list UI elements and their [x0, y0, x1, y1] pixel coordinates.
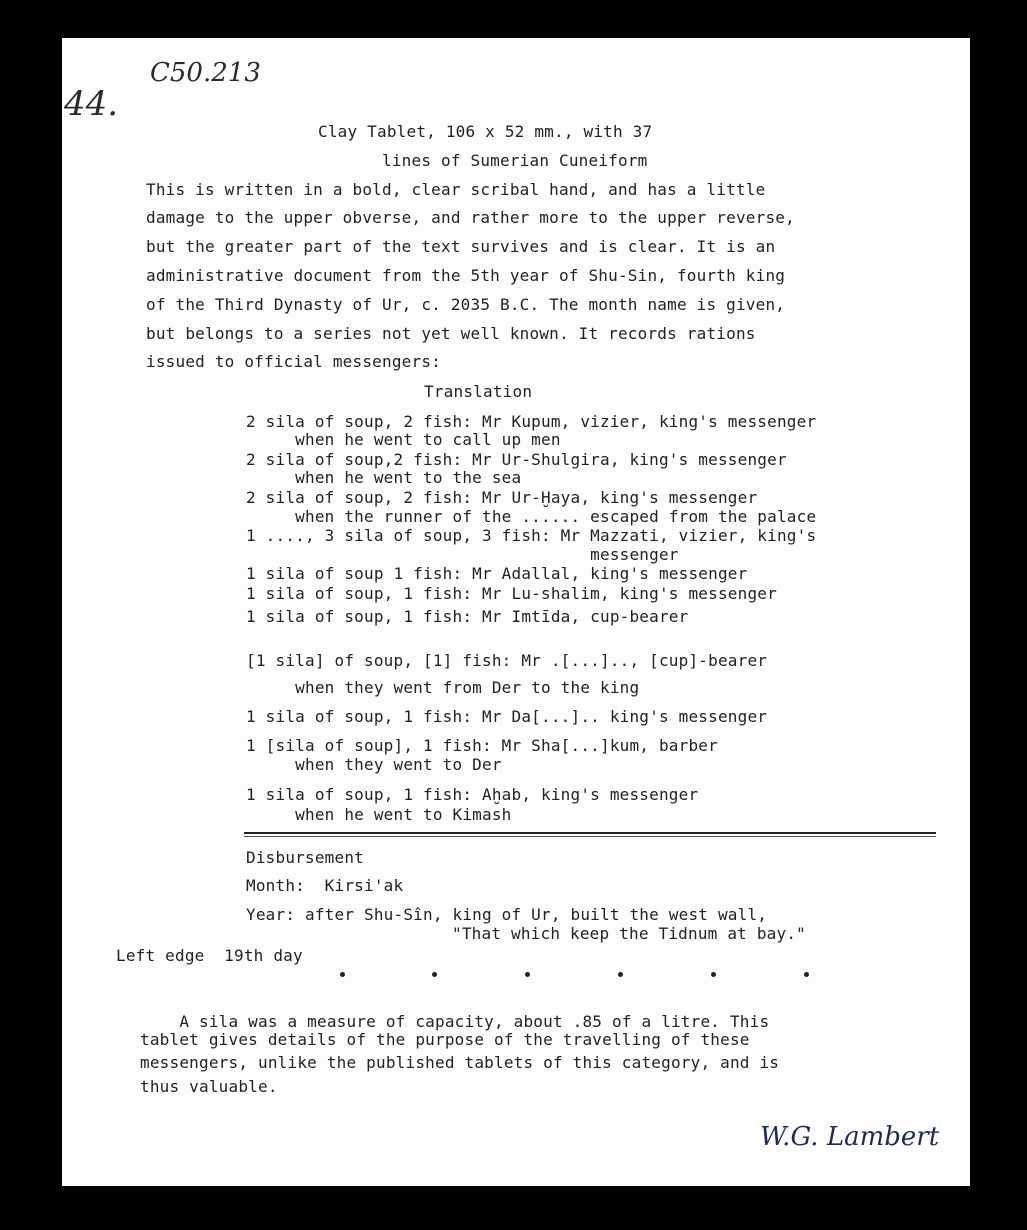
translation-line: 1 sila of soup, 1 fish: Aḫab, king's messenger	[246, 785, 699, 804]
catalog-number-annotation: C50.213	[150, 58, 261, 88]
intro-line: but the greater part of the text survives and is clear. It is an	[146, 237, 776, 256]
translation-line: when they went from Der to the king	[246, 678, 640, 697]
left-edge-line: Left edge 19th day	[116, 946, 303, 965]
translation-line: 2 sila of soup, 2 fish: Mr Ur-Ḫaya, king's messenger	[246, 488, 758, 507]
month-line: Month: Kirsi'ak	[246, 876, 404, 895]
signature: W.G. Lambert	[760, 1122, 940, 1152]
title-line-1: Clay Tablet, 106 x 52 mm., with 37	[318, 122, 653, 141]
translation-line: 1 [sila of soup], 1 fish: Mr Sha[...]kum, barber	[246, 736, 718, 755]
translation-heading: Translation	[424, 382, 533, 401]
separator-dot	[340, 972, 345, 977]
translation-line: 1 sila of soup, 1 fish: Mr Lu-shalim, king's messenger	[246, 584, 777, 603]
note-line: messengers, unlike the published tablets of this category, and is	[140, 1053, 780, 1072]
intro-line: damage to the upper obverse, and rather more to the upper reverse,	[146, 208, 795, 227]
translation-line: 2 sila of soup, 2 fish: Mr Kupum, vizier, king's messenger	[246, 412, 817, 431]
item-number-annotation: 44.	[64, 84, 119, 124]
divider-rule	[244, 832, 936, 834]
intro-line: of the Third Dynasty of Ur, c. 2035 B.C. The month name is given,	[146, 295, 786, 314]
separator-dot	[711, 972, 716, 977]
translation-line: 1 sila of soup, 1 fish: Mr Da[...].. king's messenger	[246, 707, 768, 726]
translation-line: when he went to Kimash	[246, 805, 512, 824]
translation-line: when the runner of the ...... escaped from the palace	[246, 507, 817, 526]
note-line: A sila was a measure of capacity, about .85 of a litre. This	[140, 1012, 770, 1031]
translation-line: messenger	[246, 545, 679, 564]
intro-line: issued to official messengers:	[146, 352, 441, 371]
translation-line: when he went to the sea	[246, 468, 522, 487]
translation-line: 2 sila of soup,2 fish: Mr Ur-Shulgira, king's messenger	[246, 450, 787, 469]
disbursement-label: Disbursement	[246, 848, 364, 867]
translation-line: when they went to Der	[246, 755, 502, 774]
translation-line: when he went to call up men	[246, 430, 561, 449]
translation-line: 1 sila of soup, 1 fish: Mr Imtīda, cup-bearer	[246, 607, 689, 626]
translation-line: [1 sila] of soup, [1] fish: Mr .[...].., [cup]-bearer	[246, 651, 768, 670]
separator-dot	[618, 972, 623, 977]
year-line-2: "That which keep the Tidnum at bay."	[452, 924, 806, 943]
separator-dot	[432, 972, 437, 977]
intro-line: This is written in a bold, clear scribal hand, and has a little	[146, 180, 766, 199]
title-line-2: lines of Sumerian Cuneiform	[382, 151, 648, 170]
translation-line: 1 ...., 3 sila of soup, 3 fish: Mr Mazzati, vizier, king's	[246, 526, 817, 545]
intro-line: administrative document from the 5th year of Shu-Sin, fourth king	[146, 266, 786, 285]
separator-dot	[525, 972, 530, 977]
separator-dot	[804, 972, 809, 977]
note-line: thus valuable.	[140, 1077, 278, 1096]
divider-rule-shadow	[244, 836, 936, 837]
note-line: tablet gives details of the purpose of the travelling of these	[140, 1030, 750, 1049]
year-line-1: Year: after Shu-Sîn, king of Ur, built the west wall,	[246, 905, 768, 924]
translation-line: 1 sila of soup 1 fish: Mr Adallal, king's messenger	[246, 564, 748, 583]
intro-line: but belongs to a series not yet well known. It records rations	[146, 324, 756, 343]
